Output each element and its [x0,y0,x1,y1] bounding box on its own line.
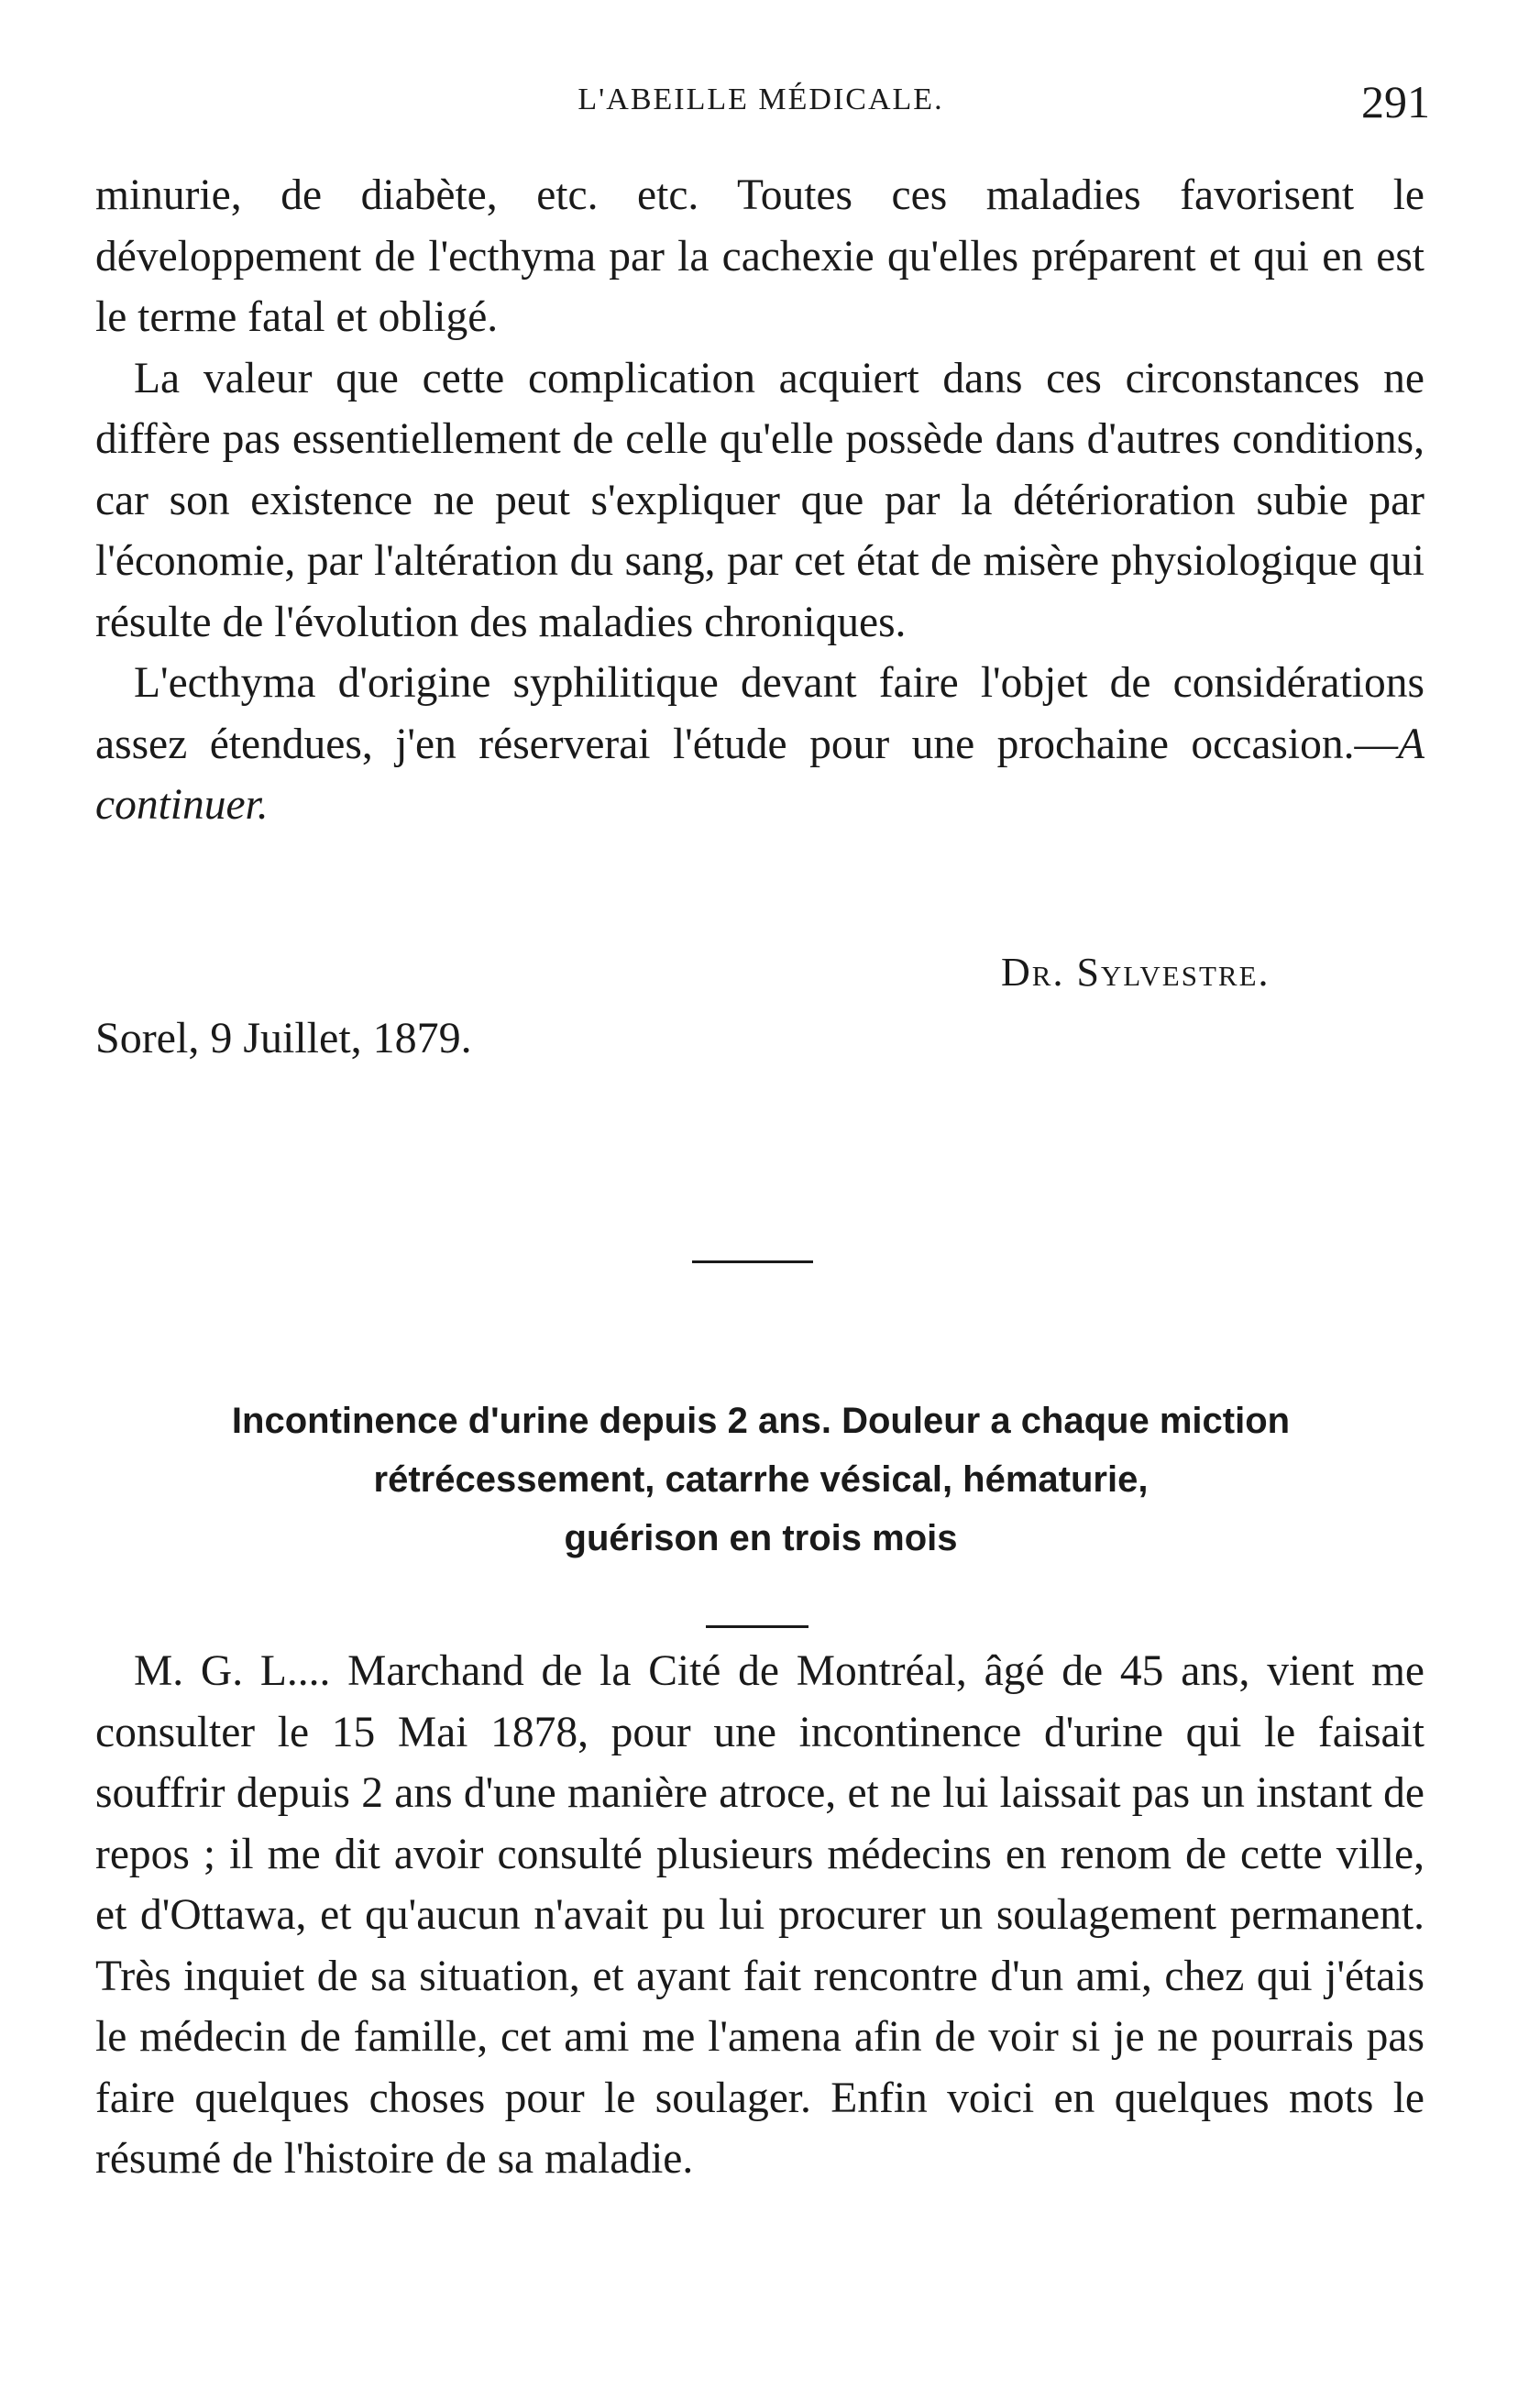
place-date: Sorel, 9 Juillet, 1879. [95,1014,472,1062]
paragraph: minurie, de diabète, etc. etc. Toutes ces maladies favorisent le développement de l'ecthyma par la cachexie qu'elles préparent et qui en est le terme fatal et obligé. [95,171,1424,341]
paragraph: M. G. L.... Marchand de la Cité de Montréal, âgé de 45 ans, vient me consulter le 15 Mai 1878, pour une incontinence d'urine qui le faisait souffrir depuis 2 ans d'une manière atroce, et ne lui laissait pas un instant de repos ; il me dit avoir consulté plusieurs médecins en renom de cette ville, et d'Ottawa, et qu'aucun n'avait pu lui procurer un soulagement permanent. Très inquiet de sa situation, et ayant fait rencontre d'un ami, chez qui j'étais le médecin de famille, cet ami me l'amena afin de voir si je ne pourrais pas faire quelques choses pour le soulager. Enfin voici en quelques mots le résumé de l'histoire de sa maladie. [95,1647,1424,2183]
page-header [92,75,1430,130]
heading-divider [706,1625,808,1628]
paragraph: La valeur que cette complication acquiert dans ces circonstances ne diffère pas essentiellement de celle qu'elle possède dans d'autres conditions, car son existence ne peut s'expliquer que par la détérioration subie par l'économie, par l'altération du sang, par cet état de misère physiologique qui résulte de l'évolution des maladies chroniques. [95,354,1424,646]
page-number: 291 [1361,76,1430,127]
heading-line: Incontinence d'urine depuis 2 ans. Douleur a chaque miction [231,1401,1291,1441]
to-be-continued: A continuer. [95,720,1424,829]
paragraph [95,653,1424,836]
section-divider [692,1260,813,1263]
article-body [95,1641,1424,2190]
heading-line: rétrécessement, catarrhe vésical, hématurie, [373,1459,1149,1500]
paragraph-text: L'ecthyma d'origine syphilitique devant faire l'objet de considérations assez étendues, j'en réserverai l'étude pour une prochaine occasion.— [95,659,1424,768]
section-continuation [95,165,1424,836]
running-head: L'ABEILLE MÉDICALE. [578,83,944,116]
author-signature: Dr. Sylvestre. [1001,950,1270,995]
article-heading [92,1392,1430,1568]
heading-line: guérison en trois mois [564,1518,958,1558]
